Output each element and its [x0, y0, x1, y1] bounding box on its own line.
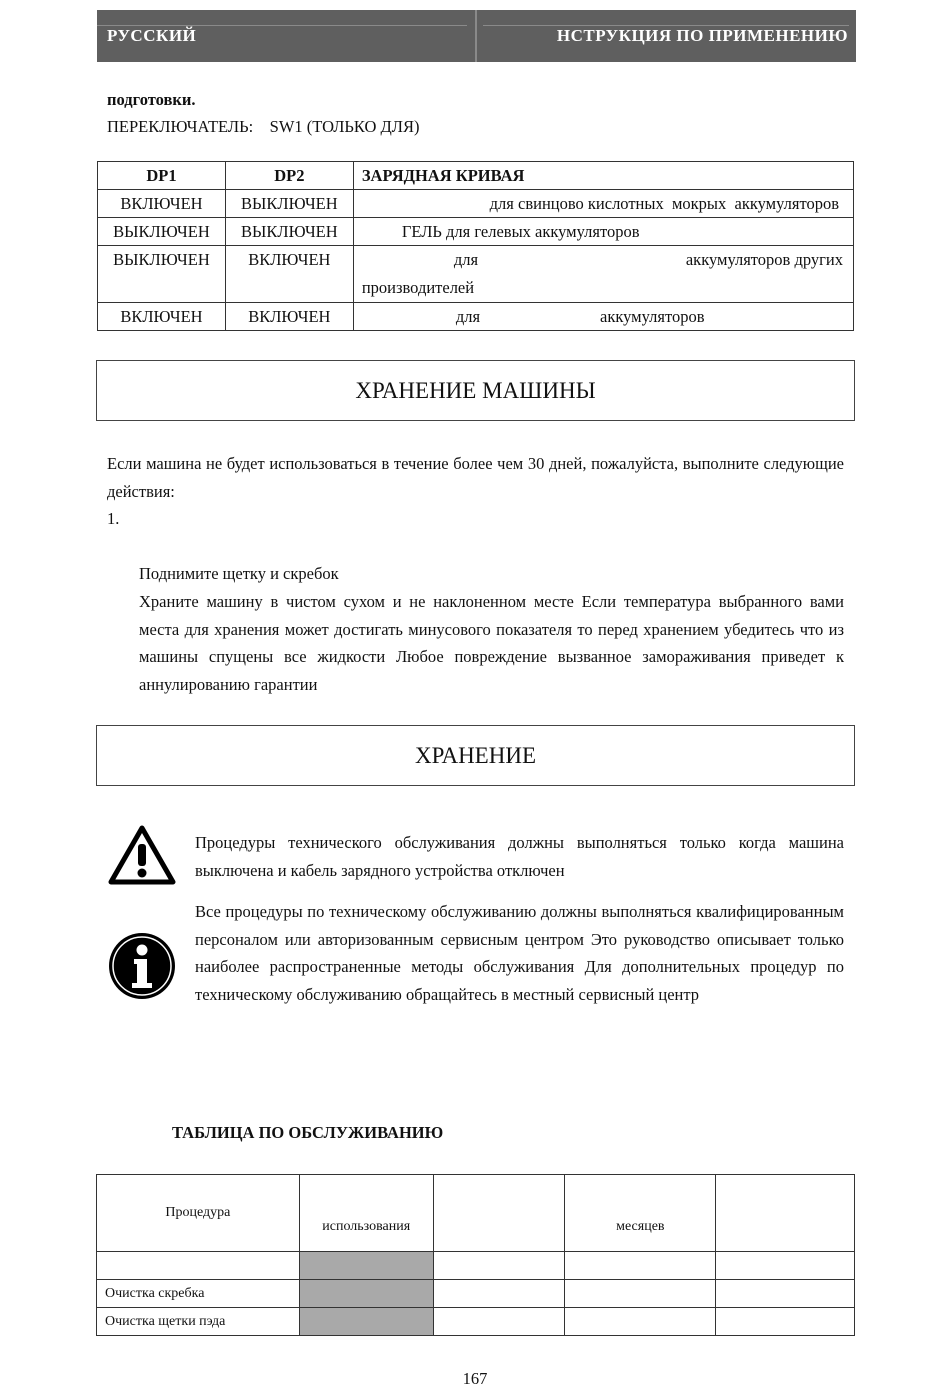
curve-description-end: аккумуляторов: [600, 307, 705, 326]
curve-description-cont: производителей: [361, 278, 475, 297]
table-cell: ВЫКЛЮЧЕН: [98, 218, 226, 246]
header-cell: [716, 1175, 855, 1252]
table-cell: [565, 1252, 716, 1280]
header-language: РУССКИЙ: [107, 26, 197, 45]
table-row: [97, 1252, 855, 1280]
section-title-machine-storage: ХРАНЕНИЕ МАШИНЫ: [96, 360, 855, 421]
table-cell: ВЫКЛЮЧЕН: [98, 246, 226, 303]
header-cell-curve: ЗАРЯДНАЯ КРИВАЯ: [353, 162, 853, 190]
table-cell: [433, 1252, 565, 1280]
table-cell: Очистка скребка: [97, 1280, 300, 1308]
info-icon: [107, 931, 177, 1001]
header-cell-dp1: DP1: [98, 162, 226, 190]
table-cell: [353, 190, 853, 218]
table-cell: [353, 303, 853, 331]
curve-description-end: аккумуляторов других: [685, 250, 843, 269]
table-row: [98, 246, 854, 303]
table-cell: [433, 1308, 565, 1336]
page-header: [97, 10, 856, 62]
header-section-title: НСТРУКЦИЯ ПО ПРИМЕНЕНИЮ: [556, 26, 848, 45]
intro-line-1: подготовки.: [107, 90, 196, 109]
table-cell: [433, 1280, 565, 1308]
table-cell: [716, 1252, 855, 1280]
table-cell-shaded: [299, 1308, 433, 1336]
step-raise-brush: Поднимите щетку и скребок: [139, 564, 339, 583]
table-cell: ВКЛЮЧЕН: [225, 303, 353, 331]
maintenance-table-title: ТАБЛИЦА ПО ОБСЛУЖИВАНИЮ: [172, 1123, 444, 1142]
table-header-row: [97, 1175, 855, 1252]
header-cell-dp2: DP2: [225, 162, 353, 190]
header-divider: [475, 10, 477, 62]
warning-triangle-icon: [107, 824, 177, 886]
table-row: [97, 1308, 855, 1336]
step-number: 1.: [107, 509, 120, 528]
curve-description: ГЕЛЬ для гелевых аккумуляторов: [401, 222, 640, 241]
table-cell: ВКЛЮЧЕН: [98, 303, 226, 331]
table-cell: [716, 1280, 855, 1308]
table-cell: [97, 1252, 300, 1280]
curve-description: для свинцово кислотных мокрых аккумуляторов: [489, 194, 839, 213]
table-cell: Очистка щетки пэда: [97, 1308, 300, 1336]
table-cell: ВЫКЛЮЧЕН: [225, 218, 353, 246]
step-store-machine: Храните машину в чистом сухом и не наклоненном месте Если температура выбранного вами места для хранения может достигать минусового показателя то перед хранением убедитесь что из машины спущены все жидкости Любое повреждение вызванное замораживания приведет к аннулированию гарантии: [139, 592, 844, 694]
table-cell: [565, 1308, 716, 1336]
table-cell: ВКЛЮЧЕН: [98, 190, 226, 218]
table-cell-shaded: [299, 1252, 433, 1280]
header-cell-months: месяцев: [565, 1175, 716, 1252]
warning-text: Процедуры технического обслуживания должны выполняться только когда машина выключена и кабель зарядного устройства отключен: [195, 833, 844, 880]
info-text: Все процедуры по техническому обслуживанию должны выполняться квалифицированным персоналом или авторизованным сервисным центром Это руководство описывает только наиболее распространенные методы обслуживания Для дополнительных процедур по техническому обслуживанию обращайтесь в местный сервисный центр: [195, 902, 844, 1004]
curve-description-start: для: [453, 250, 479, 269]
intro-line-2: ПЕРЕКЛЮЧАТЕЛЬ: SW1 (ТОЛЬКО ДЛЯ): [107, 117, 420, 136]
dp-switch-table: [97, 161, 854, 331]
page-number: 167: [462, 1369, 488, 1388]
table-cell: [716, 1308, 855, 1336]
header-cell: [433, 1175, 565, 1252]
storage-intro-paragraph: Если машина не будет использоваться в течение более чем 30 дней, пожалуйста, выполните следующие действия:: [107, 454, 844, 501]
header-cell-usage: использования: [299, 1175, 433, 1252]
table-row: [98, 190, 854, 218]
curve-description-start: для: [455, 307, 481, 326]
table-cell: [353, 246, 853, 303]
table-row: [98, 218, 854, 246]
table-cell: ВЫКЛЮЧЕН: [225, 190, 353, 218]
table-header-row: [98, 162, 854, 190]
section-title-storage: ХРАНЕНИЕ: [96, 725, 855, 786]
table-row: [98, 303, 854, 331]
header-cell-procedure: Процедура: [97, 1175, 300, 1252]
table-cell: ВКЛЮЧЕН: [225, 246, 353, 303]
table-cell: [565, 1280, 716, 1308]
table-cell-shaded: [299, 1280, 433, 1308]
table-row: [97, 1280, 855, 1308]
maintenance-table: [96, 1174, 855, 1336]
table-cell: [353, 218, 853, 246]
